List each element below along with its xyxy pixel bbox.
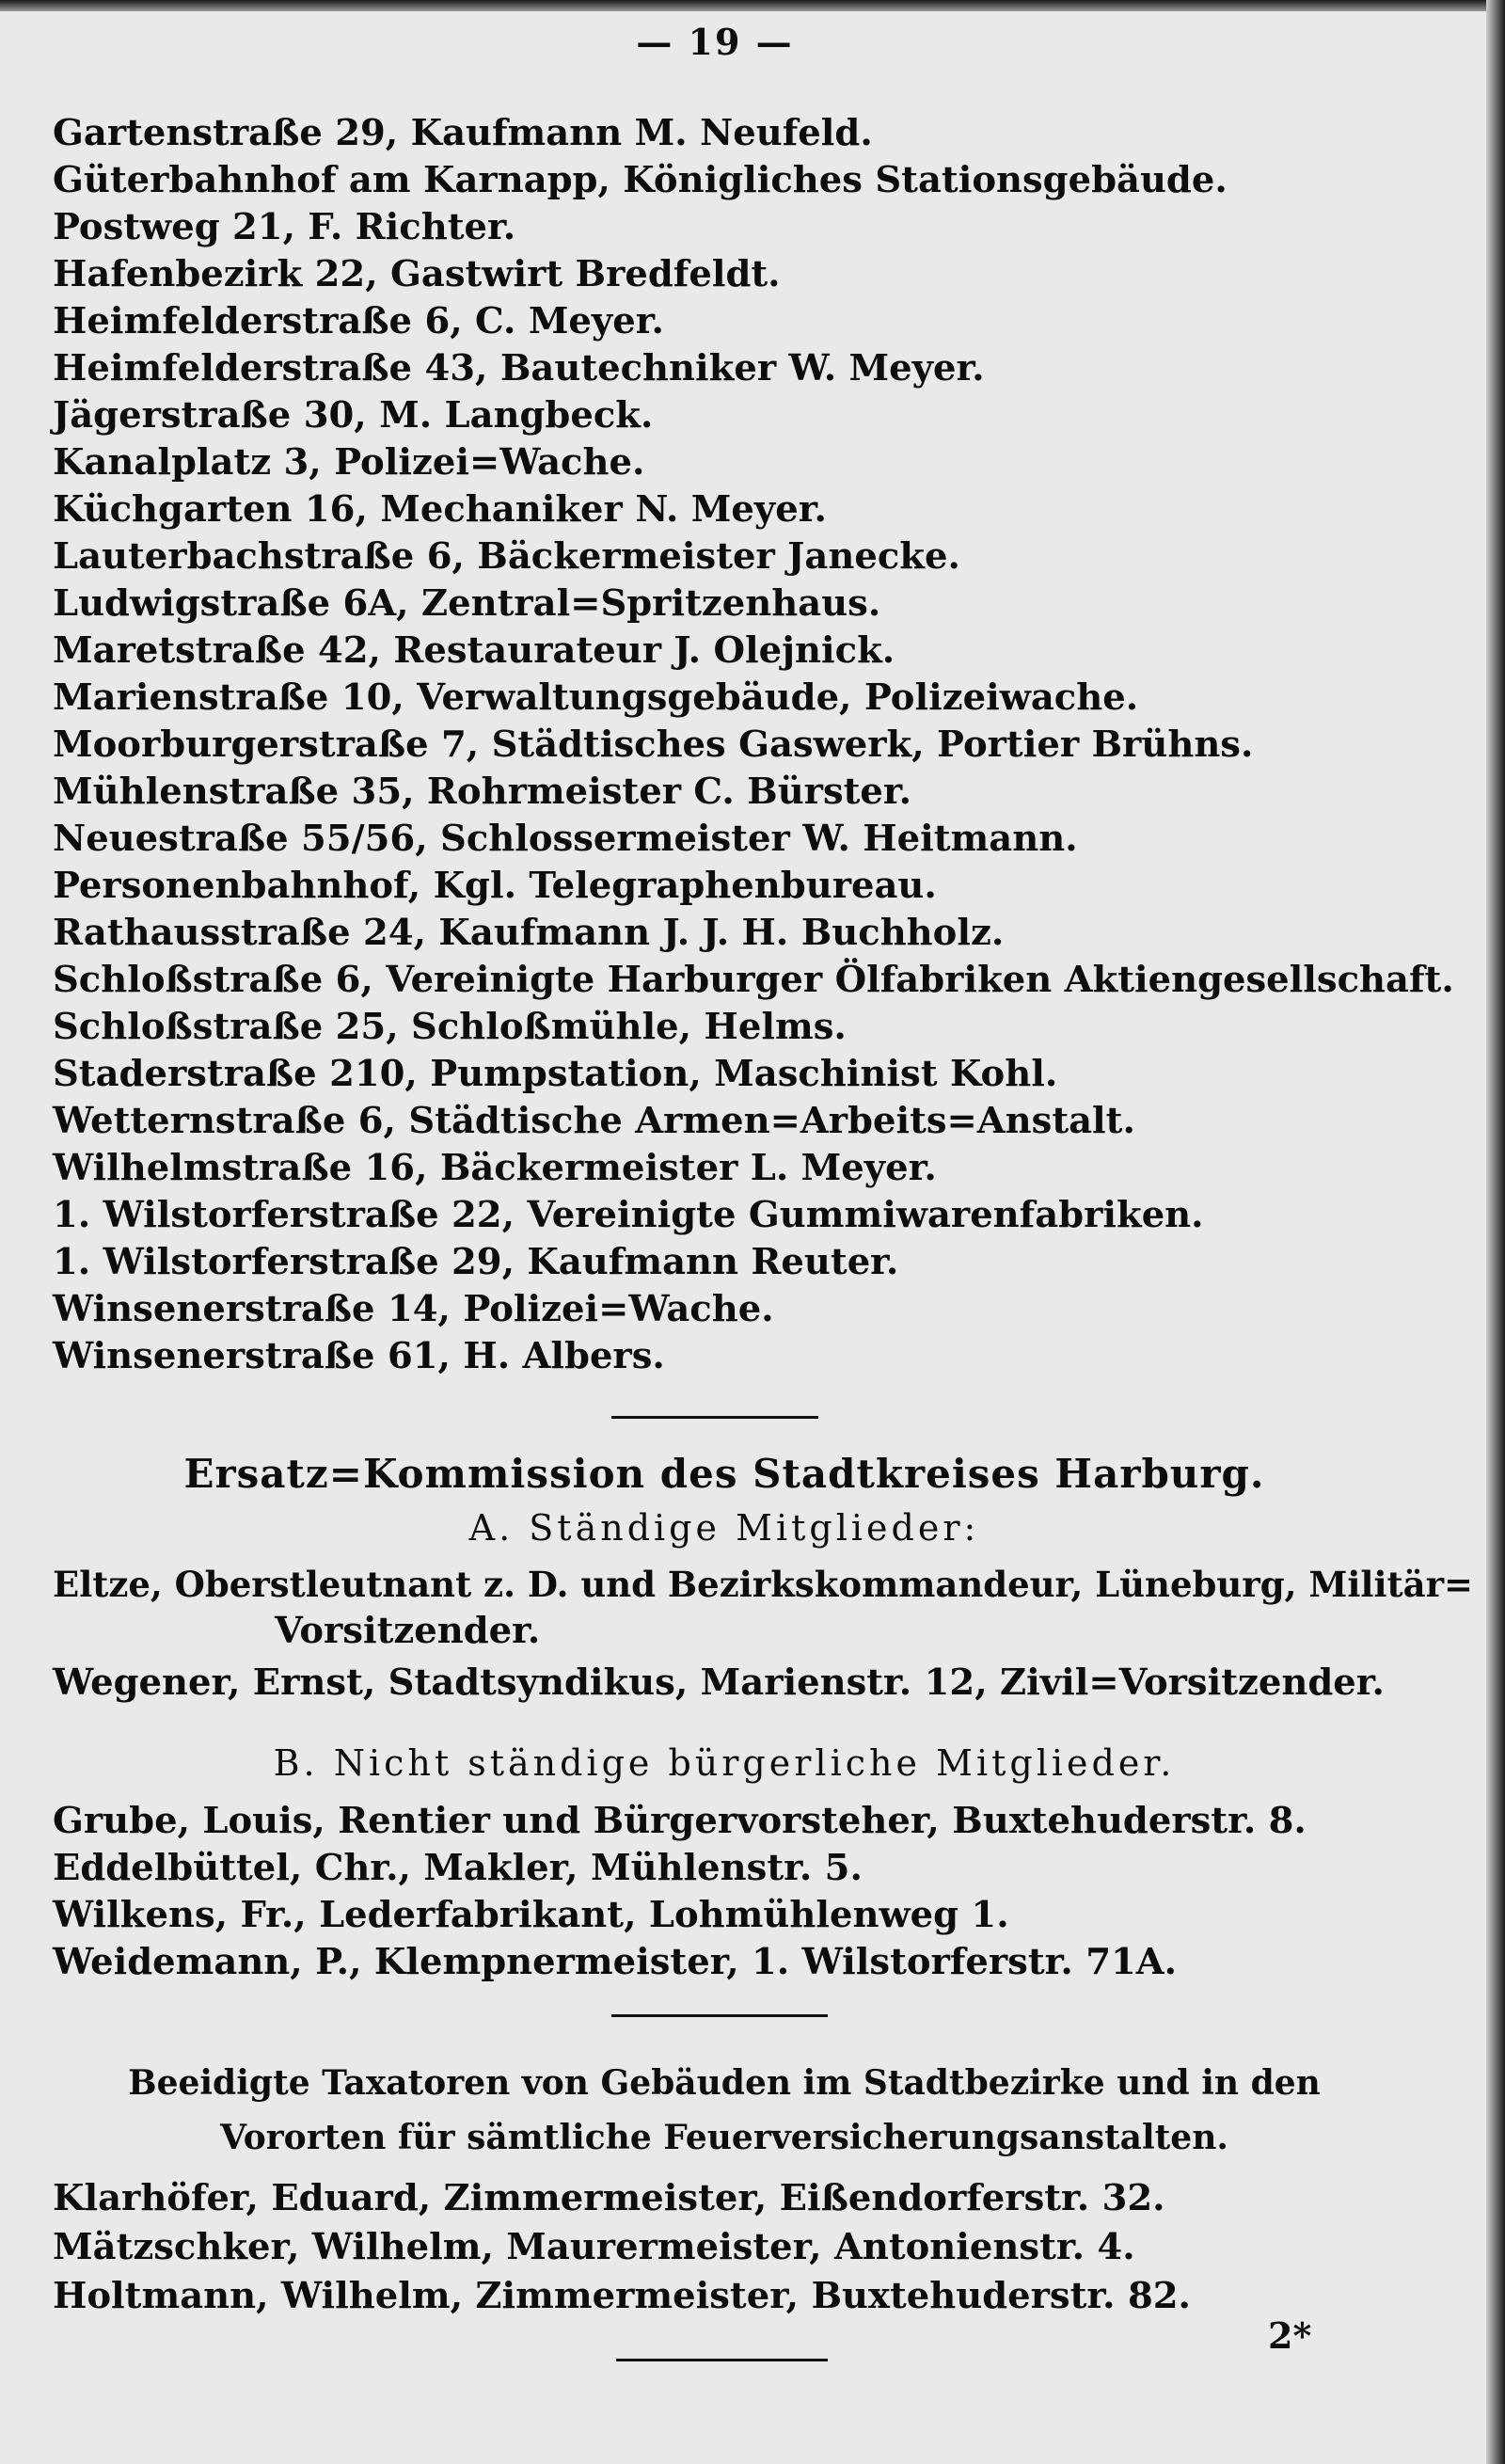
scan-edge-right [1486, 0, 1505, 2464]
member-line: Wilkens, Fr., Lederfabrikant, Lohmühlenweg 1. [53, 1894, 1009, 1936]
taxatoren-title-line2: Vororten für sämtliche Feuerversicherungsanstalten. [220, 2118, 1228, 2157]
page-number: — 19 — [636, 21, 794, 63]
address-line: 1. Wilstorferstraße 29, Kaufmann Reuter. [53, 1241, 899, 1283]
address-line: Jägerstraße 30, M. Langbeck. [53, 394, 654, 437]
address-line: Kanalplatz 3, Polizei=Wache. [53, 441, 645, 484]
address-line: 1. Wilstorferstraße 22, Vereinigte Gummiwarenfabriken. [53, 1194, 1204, 1236]
member-line: Eddelbüttel, Chr., Makler, Mühlenstr. 5. [53, 1847, 863, 1889]
address-line: Küchgarten 16, Mechaniker N. Meyer. [53, 488, 827, 531]
member-line: Wegener, Ernst, Stadtsyndikus, Marienstr. 12, Zivil=Vorsitzender. [53, 1661, 1385, 1704]
address-line: Personenbahnhof, Kgl. Telegraphenbureau. [53, 865, 937, 907]
address-line: Neuestraße 55/56, Schlossermeister W. Heitmann. [53, 818, 1078, 860]
address-line: Winsenerstraße 14, Polizei=Wache. [53, 1288, 774, 1330]
section-a-title: A. Ständige Mitglieder: [468, 1507, 980, 1549]
address-line: Güterbahnhof am Karnapp, Königliches Stationsgebäude. [53, 159, 1228, 201]
member-line: Weidemann, P., Klempnermeister, 1. Wilstorferstr. 71A. [53, 1941, 1178, 1983]
signature-mark: 2* [1268, 2314, 1312, 2357]
address-line: Postweg 21, F. Richter. [53, 206, 516, 248]
address-line: Lauterbachstraße 6, Bäckermeister Janecke. [53, 535, 960, 578]
address-line: Gartenstraße 29, Kaufmann M. Neufeld. [53, 112, 873, 154]
section-divider [611, 2014, 828, 2017]
address-line: Heimfelderstraße 6, C. Meyer. [53, 300, 664, 342]
address-line: Marienstraße 10, Verwaltungsgebäude, Polizeiwache. [53, 676, 1139, 719]
member-line: Eltze, Oberstleutnant z. D. und Bezirkskommandeur, Lüneburg, Militär= [53, 1564, 1474, 1605]
member-line: Grube, Louis, Rentier und Bürgervorsteher, Buxtehuderstr. 8. [53, 1800, 1307, 1842]
address-line: Schloßstraße 6, Vereinigte Harburger Ölfabriken Aktiengesellschaft. [53, 959, 1454, 1001]
address-line: Moorburgerstraße 7, Städtisches Gaswerk, Portier Brühns. [53, 723, 1254, 766]
member-line: Mätzschker, Wilhelm, Maurermeister, Antonienstr. 4. [53, 2226, 1135, 2268]
scan-edge-top [0, 0, 1505, 11]
section-b-title: B. Nicht ständige bürgerliche Mitglieder. [273, 1742, 1176, 1784]
section-divider [611, 1416, 818, 1419]
address-line: Winsenerstraße 61, H. Albers. [53, 1335, 665, 1377]
address-line: Schloßstraße 25, Schloßmühle, Helms. [53, 1006, 847, 1048]
address-line: Mühlenstraße 35, Rohrmeister C. Bürster. [53, 771, 912, 813]
member-line: Klarhöfer, Eduard, Zimmermeister, Eißendorferstr. 32. [53, 2177, 1165, 2219]
address-line: Wetternstraße 6, Städtische Armen=Arbeits=Anstalt. [53, 1100, 1135, 1142]
address-line: Heimfelderstraße 43, Bautechniker W. Meyer. [53, 347, 985, 389]
address-line: Ludwigstraße 6A, Zentral=Spritzenhaus. [53, 582, 881, 625]
taxatoren-title-line1: Beeidigte Taxatoren von Gebäuden im Stadtbezirke und in den [128, 2063, 1321, 2103]
address-line: Hafenbezirk 22, Gastwirt Bredfeldt. [53, 253, 781, 295]
address-line: Rathausstraße 24, Kaufmann J. J. H. Buchholz. [53, 912, 1005, 954]
address-line: Maretstraße 42, Restaurateur J. Olejnick. [53, 629, 895, 672]
member-line: Holtmann, Wilhelm, Zimmermeister, Buxtehuderstr. 82. [53, 2275, 1191, 2317]
address-line: Wilhelmstraße 16, Bäckermeister L. Meyer. [53, 1147, 937, 1189]
member-line-continuation: Vorsitzender. [275, 1610, 541, 1652]
commission-title: Ersatz=Kommission des Stadtkreises Harburg. [183, 1451, 1265, 1497]
address-line: Staderstraße 210, Pumpstation, Maschinist Kohl. [53, 1053, 1058, 1095]
section-divider [616, 2359, 828, 2361]
